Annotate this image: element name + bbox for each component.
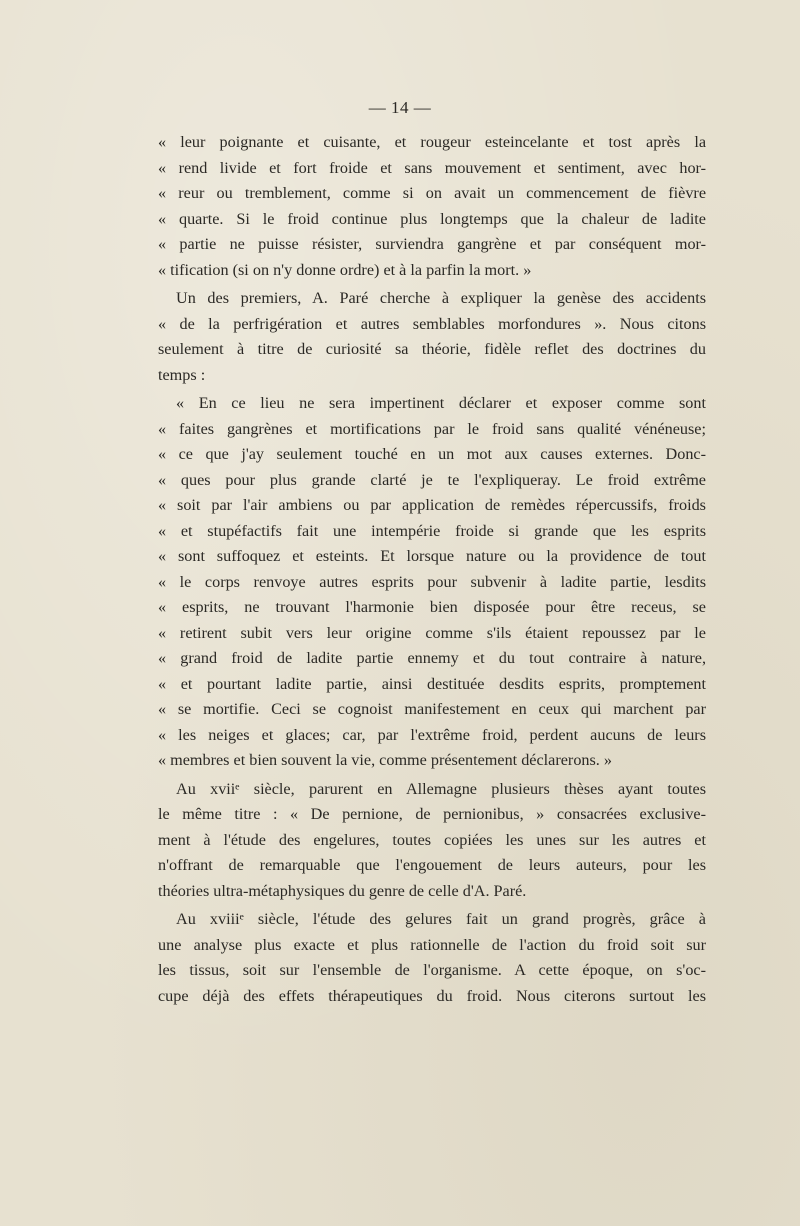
text-line: « esprits, ne trouvant l'harmonie bien disposée pour être receus, se	[158, 598, 706, 616]
text-line: « reur ou tremblement, comme si on avait un commencement de fièvre	[158, 184, 706, 202]
text-line: « retirent subit vers leur origine comme s'ils étaient repoussez par le	[158, 623, 706, 642]
text-line: « soit par l'air ambiens ou par application de remèdes répercussifs, froids	[158, 496, 706, 514]
text-line: « leur poignante et cuisante, et rougeur esteincelante et tost après la	[158, 133, 706, 151]
text-line: « ce que j'ay seulement touché en un mot aux causes externes. Donc-	[158, 445, 706, 463]
text-line: « faites gangrènes et mortifications par le froid sans qualité vénéneuse;	[158, 419, 706, 438]
text-line: « grand froid de ladite partie ennemy et du tout contraire à nature,	[158, 649, 706, 667]
text-line: « les neiges et glaces; car, par l'extrême froid, perdent aucuns de leurs	[158, 725, 706, 744]
body-text	[158, 130, 706, 1009]
page-number: — 14 —	[368, 98, 432, 117]
text-line: « quarte. Si le froid continue plus longtemps que la chaleur de ladite	[158, 209, 706, 228]
text-line: les tissus, soit sur l'ensemble de l'organisme. A cette époque, on s'oc-	[158, 961, 706, 979]
text-line: une analyse plus exacte et plus rationnelle de l'action du froid soit sur	[158, 935, 706, 954]
paragraph-pare-intro	[158, 286, 706, 388]
text-line: « de la perfrigération et autres semblables morfondures ». Nous citons	[158, 314, 706, 333]
text-line: Au xviiᵉ siècle, parurent en Allemagne plusieurs thèses ayant toutes	[176, 779, 706, 798]
text-line: « le corps renvoye autres esprits pour subvenir à ladite partie, lesdits	[158, 572, 706, 591]
text-line: seulement à titre de curiosité sa théorie, fidèle reflet des doctrines du	[158, 340, 706, 358]
text-line: « tification (si on n'y donne ordre) et à la parfin la mort. »	[158, 260, 532, 279]
text-line: « et pourtant ladite partie, ainsi destituée desdits esprits, promptement	[158, 674, 706, 693]
text-line: le même titre : « De pernione, de pernionibus, » consacrées exclusive-	[158, 805, 706, 823]
text-line: « se mortifie. Ceci se cognoist manifestement en ceux qui marchent par	[158, 700, 706, 718]
text-line: « membres et bien souvent la vie, comme présentement déclarerons. »	[158, 751, 612, 769]
text-line: temps :	[158, 365, 206, 384]
text-line: « ques pour plus grande clarté je te l'expliqueray. Le froid extrême	[158, 470, 706, 489]
text-line: « sont suffoquez et esteints. Et lorsque nature ou la providence de tout	[158, 547, 706, 565]
paragraph-xvii-century	[158, 777, 706, 905]
text-line: « et stupéfactifs fait une intempérie froide si grande que les esprits	[158, 521, 706, 540]
text-line: « rend livide et fort froide et sans mouvement et sentiment, avec hor-	[158, 158, 706, 177]
text-line: Au xviiiᵉ siècle, l'étude des gelures fait un grand progrès, grâce à	[176, 910, 706, 928]
text-line: « partie ne puisse résister, surviendra gangrène et par conséquent mor-	[158, 235, 706, 253]
paragraph-pare-quote	[158, 391, 706, 774]
text-line: n'offrant de remarquable que l'engouement de leurs auteurs, pour les	[158, 856, 706, 874]
text-line: ment à l'étude des engelures, toutes copiées les unes sur les autres et	[158, 830, 706, 849]
text-line: théories ultra-métaphysiques du genre de celle d'A. Paré.	[158, 881, 527, 900]
paragraph-xviii-century	[158, 907, 706, 1009]
text-line: « En ce lieu ne sera impertinent déclarer et exposer comme sont	[176, 394, 706, 412]
text-line: cupe déjà des effets thérapeutiques du froid. Nous citerons surtout les	[158, 986, 706, 1005]
text-line: Un des premiers, A. Paré cherche à expliquer la genèse des accidents	[176, 289, 706, 307]
paragraph-quote-end	[158, 130, 706, 283]
